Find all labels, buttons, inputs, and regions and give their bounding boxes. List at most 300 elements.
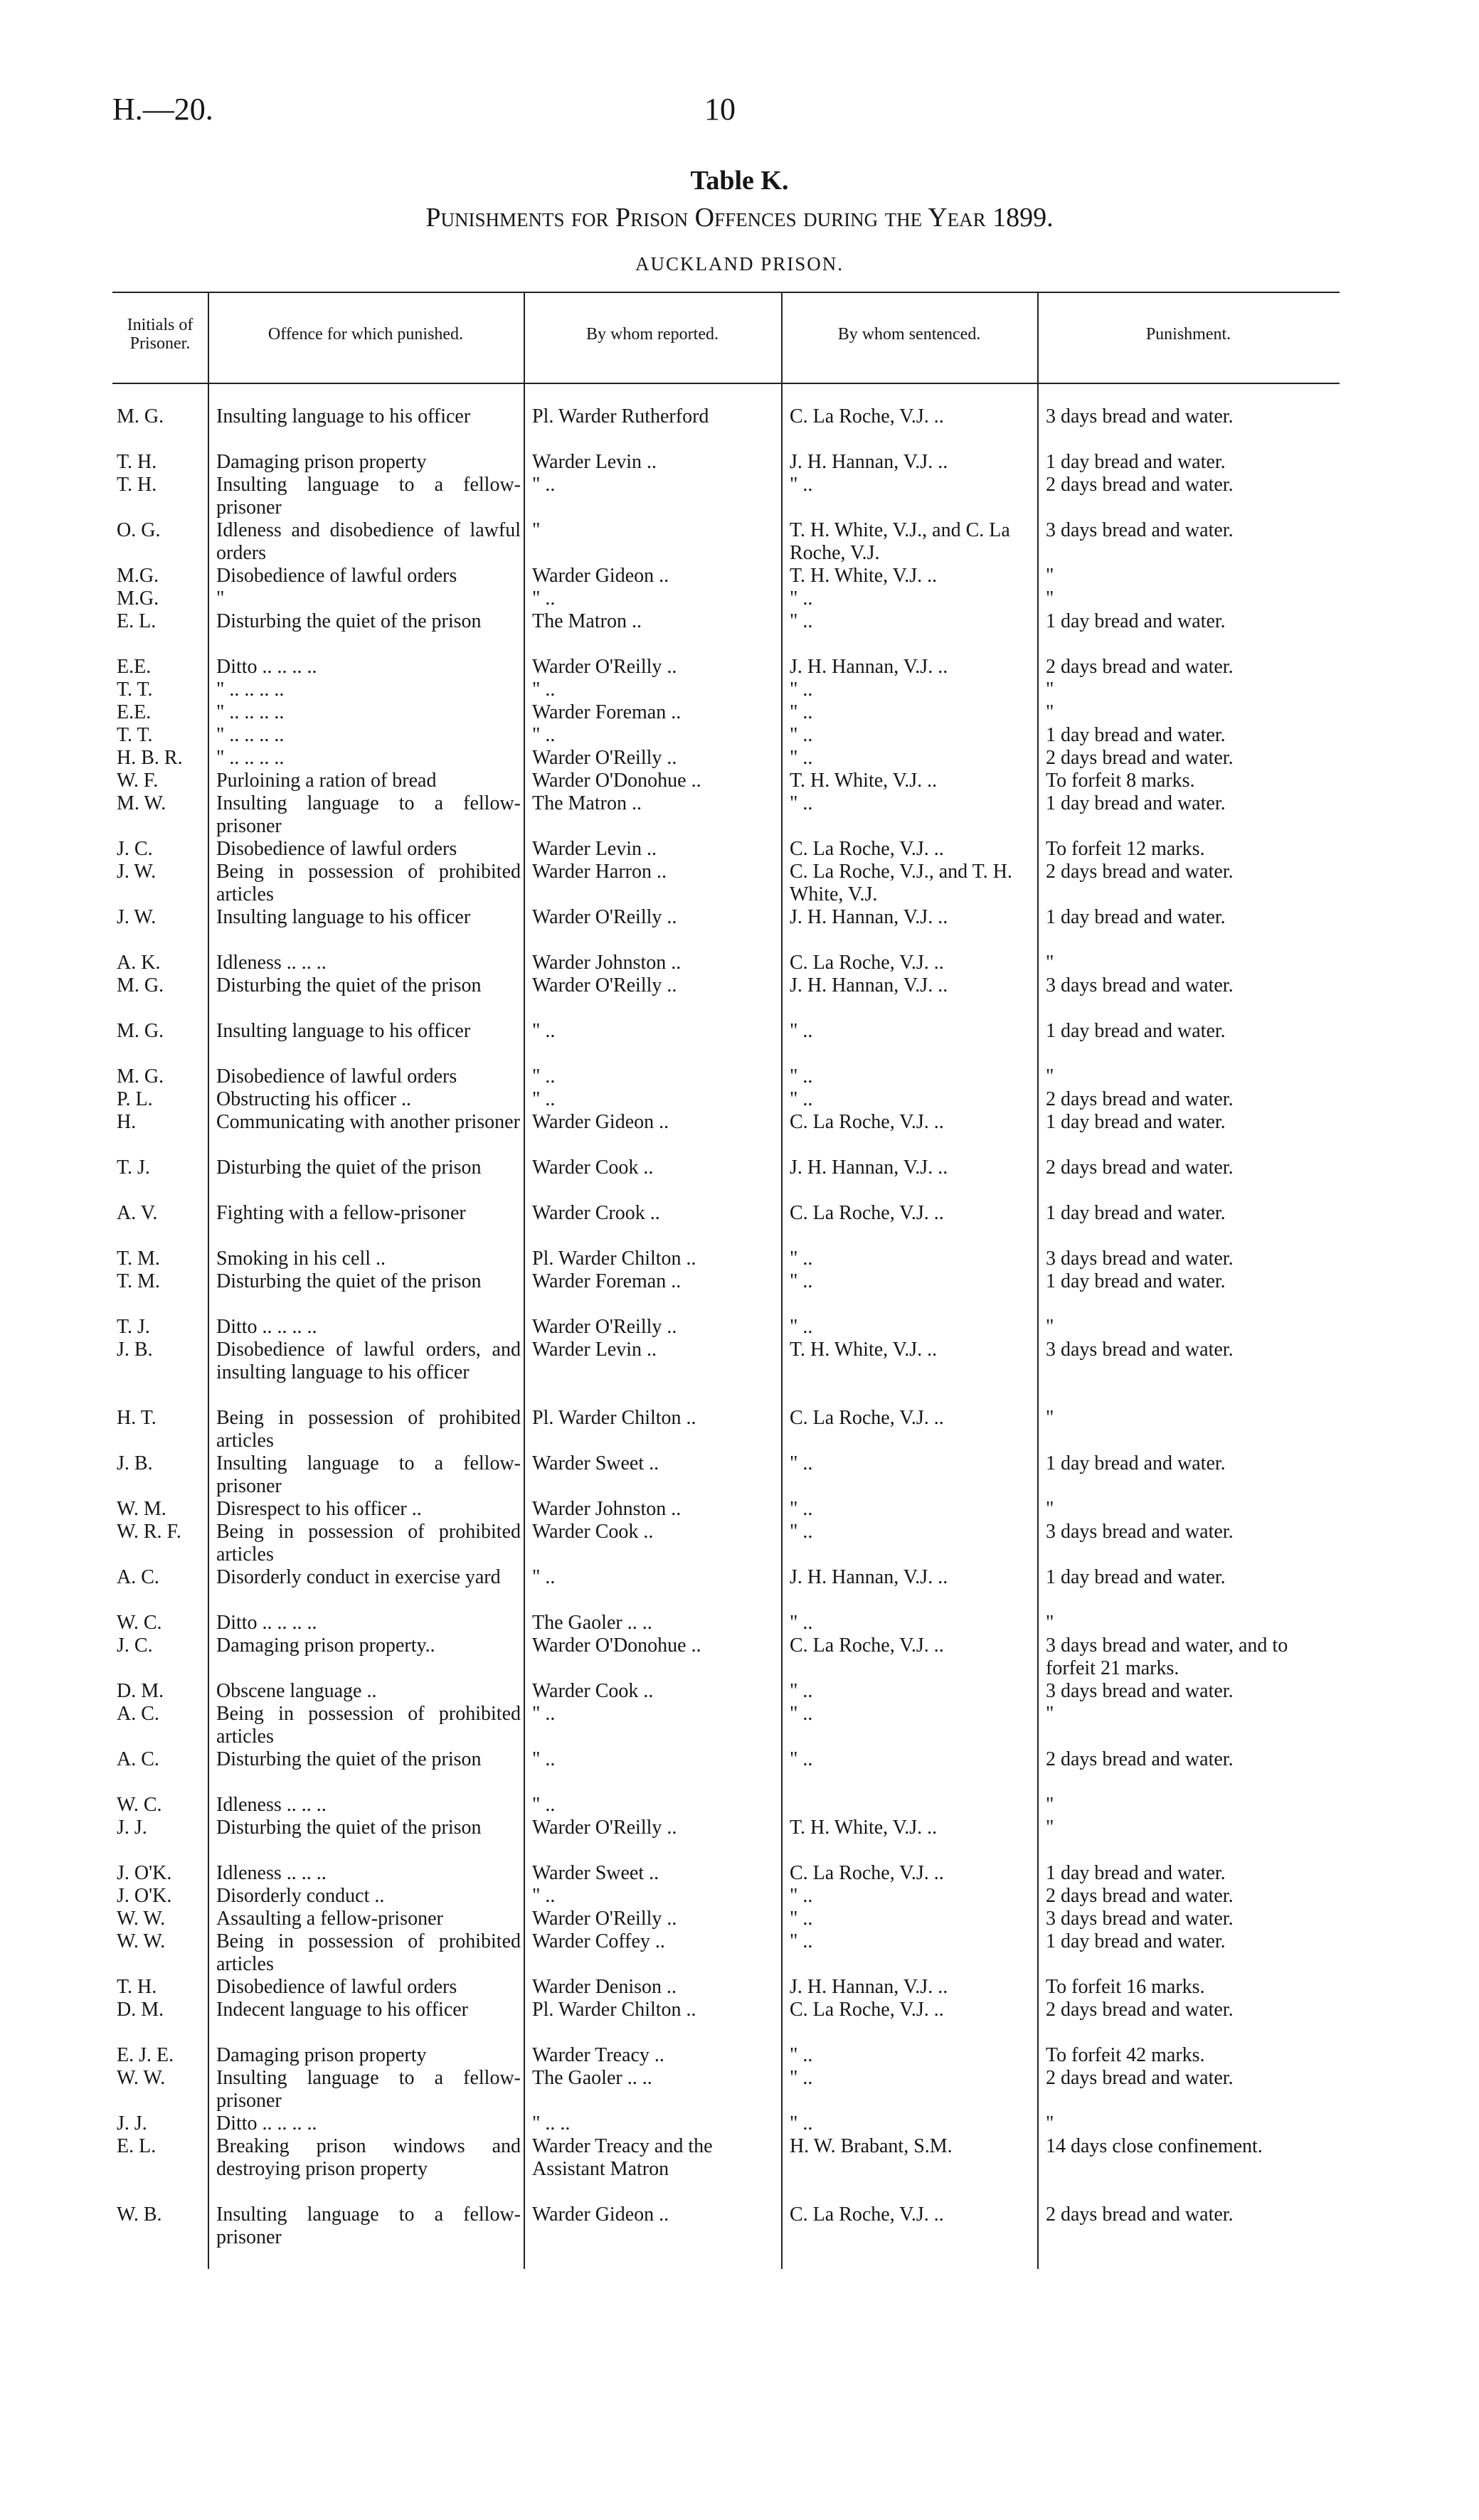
cell-punishment: 1 day bread and water.	[1046, 906, 1226, 928]
table-row	[112, 1452, 1340, 1498]
punishments-table	[112, 292, 1340, 2269]
cell-punishment: "	[1046, 952, 1054, 974]
cell-offence: Disobedience of lawful orders	[216, 838, 457, 860]
table-row	[112, 610, 1340, 656]
cell-sentenced: C. La Roche, V.J. ..	[790, 952, 944, 974]
cell-punishment: 1 day bread and water.	[1046, 1111, 1226, 1133]
cell-offence: Disturbing the quiet of the prison	[216, 1817, 482, 1839]
cell-offence: Insulting language to a fellow-prisoner	[216, 792, 521, 837]
cell-sentenced: J. H. Hannan, V.J. ..	[790, 1976, 948, 1998]
cell-punishment: 3 days bread and water.	[1046, 519, 1234, 541]
table-row	[112, 1157, 1340, 1202]
cell-offence: Disorderly conduct ..	[216, 1885, 385, 1907]
cell-sentenced: " ..	[790, 1452, 813, 1474]
cell-offence: Idleness .. .. ..	[216, 1794, 327, 1816]
cell-reported: Warder Levin ..	[532, 1339, 657, 1361]
cell-punishment: "	[1046, 1612, 1054, 1634]
cell-sentenced: C. La Roche, V.J. ..	[790, 1634, 944, 1657]
cell-punishment: 2 days bread and water.	[1046, 656, 1234, 678]
cell-punishment: "	[1046, 1407, 1054, 1429]
cell-punishment: 1 day bread and water.	[1046, 1452, 1226, 1474]
cell-punishment: 1 day bread and water.	[1046, 792, 1226, 814]
page-number: 10	[704, 92, 736, 127]
cell-reported: " ..	[532, 1566, 556, 1588]
cell-sentenced: C. La Roche, V.J., and T. H. White, V.J.	[790, 861, 1012, 905]
table-row	[112, 588, 1340, 610]
cell-offence: Disorderly conduct in exercise yard	[216, 1566, 501, 1588]
cell-sentenced: " ..	[790, 1612, 813, 1634]
cell-reported: Warder O'Reilly ..	[532, 747, 677, 769]
cell-sentenced: " ..	[790, 1316, 813, 1338]
prison-name: AUCKLAND PRISON.	[635, 253, 844, 275]
cell-offence: Damaging prison property	[216, 451, 427, 473]
cell-offence: " .. .. .. ..	[216, 747, 285, 769]
cell-initials: M. W.	[117, 792, 166, 814]
table-row	[112, 701, 1340, 724]
cell-sentenced: " ..	[790, 2067, 813, 2089]
cell-initials: E.E.	[117, 656, 152, 678]
cell-sentenced: " ..	[790, 1703, 813, 1725]
cell-punishment: 2 days bread and water.	[1046, 1885, 1234, 1907]
table-row	[112, 1817, 1340, 1862]
cell-punishment: "	[1046, 588, 1054, 610]
cell-offence: Being in possession of prohibited articles	[216, 1521, 521, 1565]
cell-reported: Warder Gideon ..	[532, 2203, 669, 2226]
cell-offence: Being in possession of prohibited articles	[216, 1930, 521, 1975]
cell-offence: Insulting language to his officer	[216, 906, 471, 928]
cell-reported: Warder Sweet ..	[532, 1862, 659, 1884]
cell-punishment: "	[1046, 1498, 1054, 1520]
cell-offence: Disturbing the quiet of the prison	[216, 610, 482, 632]
cell-sentenced: " ..	[790, 747, 813, 769]
cell-offence: Disturbing the quiet of the prison	[216, 1157, 482, 1179]
cell-offence: " .. .. .. ..	[216, 679, 285, 701]
cell-initials: A. V.	[117, 1202, 158, 1224]
cell-offence: Disturbing the quiet of the prison	[216, 1270, 482, 1292]
cell-reported: " ..	[532, 724, 556, 746]
cell-punishment: 3 days bread and water, and to forfeit 21 marks.	[1046, 1634, 1288, 1679]
cell-sentenced: " ..	[790, 1498, 813, 1520]
table-row	[112, 1111, 1340, 1157]
table-row	[112, 2067, 1340, 2112]
cell-punishment: "	[1046, 565, 1054, 587]
cell-sentenced: " ..	[790, 1065, 813, 1088]
cell-sentenced: T. H. White, V.J. ..	[790, 1817, 938, 1839]
table-row	[112, 1498, 1340, 1521]
cell-initials: W. F.	[117, 770, 159, 792]
cell-punishment: 3 days bread and water.	[1046, 1908, 1234, 1930]
cell-reported: " ..	[532, 1794, 556, 1816]
cell-initials: T. T.	[117, 724, 153, 746]
cell-initials: M. G.	[117, 1020, 164, 1042]
table-row	[112, 474, 1340, 519]
cell-initials: T. H.	[117, 451, 157, 473]
cell-punishment: 3 days bread and water.	[1046, 1339, 1234, 1361]
cell-sentenced: " ..	[790, 724, 813, 746]
cell-punishment: 1 day bread and water.	[1046, 1930, 1226, 1952]
cell-sentenced: H. W. Brabant, S.M.	[790, 2135, 953, 2157]
cell-punishment: "	[1046, 1794, 1054, 1816]
cell-initials: A. K.	[117, 952, 161, 974]
cell-offence: Damaging prison property..	[216, 1634, 435, 1657]
cell-offence: Disobedience of lawful orders	[216, 1976, 457, 1998]
cell-sentenced: T. H. White, V.J. ..	[790, 770, 938, 792]
cell-sentenced: " ..	[790, 679, 813, 701]
cell-initials: J. W.	[117, 906, 157, 928]
cell-initials: O. G.	[117, 519, 161, 541]
table-row	[112, 1862, 1340, 1885]
cell-offence: Ditto .. .. .. ..	[216, 656, 317, 678]
cell-reported: Warder Cook ..	[532, 1680, 654, 1702]
cell-initials: T. M.	[117, 1248, 160, 1270]
cell-sentenced: C. La Roche, V.J. ..	[790, 2203, 944, 2226]
cell-reported: Pl. Warder Chilton ..	[532, 1999, 696, 2021]
cell-punishment: 2 days bread and water.	[1046, 2203, 1234, 2226]
cell-reported: Warder Foreman ..	[532, 701, 682, 723]
cell-initials: W. M.	[117, 1498, 166, 1520]
cell-reported: Warder O'Reilly ..	[532, 1316, 677, 1338]
cell-sentenced: C. La Roche, V.J. ..	[790, 1407, 944, 1429]
table-row	[112, 792, 1340, 838]
header-offence: Offence for which punished.	[267, 325, 464, 344]
cell-reported: Warder Gideon ..	[532, 565, 669, 587]
cell-reported: The Matron ..	[532, 792, 642, 814]
cell-reported: Warder Denison ..	[532, 1976, 677, 1998]
header-bottom-rule	[112, 383, 1340, 384]
cell-sentenced: " ..	[790, 610, 813, 632]
cell-initials: P. L.	[117, 1088, 153, 1110]
cell-initials: T. T.	[117, 679, 153, 701]
cell-punishment: 1 day bread and water.	[1046, 1020, 1226, 1042]
cell-punishment: 14 days close confinement.	[1046, 2135, 1263, 2157]
cell-sentenced: C. La Roche, V.J. ..	[790, 1862, 944, 1884]
table-row	[112, 770, 1340, 792]
cell-offence: Disrespect to his officer ..	[216, 1498, 422, 1520]
cell-initials: W. C.	[117, 1794, 162, 1816]
cell-punishment: 2 days bread and water.	[1046, 2067, 1234, 2089]
cell-offence: Idleness and disobedience of lawful orders	[216, 519, 521, 564]
table-row	[112, 1634, 1340, 1680]
cell-punishment: 3 days bread and water.	[1046, 1248, 1234, 1270]
cell-initials: M. G.	[117, 405, 164, 427]
table-row	[112, 1680, 1340, 1703]
cell-offence: Insulting language to a fellow-prisoner	[216, 2067, 521, 2112]
cell-initials: E. L.	[117, 610, 157, 632]
cell-initials: J. B.	[117, 1452, 153, 1474]
table-row	[112, 2112, 1340, 2135]
cell-sentenced: J. H. Hannan, V.J. ..	[790, 451, 948, 473]
cell-punishment: 3 days bread and water.	[1046, 1521, 1234, 1543]
cell-offence: Ditto .. .. .. ..	[216, 2112, 317, 2134]
table-row	[112, 2135, 1340, 2203]
cell-punishment: "	[1046, 1817, 1054, 1839]
cell-offence: Being in possession of prohibited articles	[216, 1703, 521, 1748]
cell-offence: Breaking prison windows and destroying prison property	[216, 2135, 521, 2180]
cell-offence: Disturbing the quiet of the prison	[216, 974, 482, 996]
cell-offence: Fighting with a fellow-prisoner	[216, 1202, 466, 1224]
cell-reported: Warder Coffey ..	[532, 1930, 665, 1952]
header-reported: By whom reported.	[586, 325, 719, 344]
table-row	[112, 1908, 1340, 1930]
cell-initials: M. G.	[117, 1065, 164, 1088]
cell-offence: Purloining a ration of bread	[216, 770, 437, 792]
cell-sentenced: " ..	[790, 1930, 813, 1952]
cell-punishment: 1 day bread and water.	[1046, 451, 1226, 473]
cell-offence: Ditto .. .. .. ..	[216, 1316, 317, 1338]
cell-initials: J. O'K.	[117, 1862, 172, 1884]
cell-initials: T. H.	[117, 1976, 157, 1998]
cell-initials: J. W.	[117, 861, 157, 883]
cell-offence: Disobedience of lawful orders	[216, 565, 457, 587]
cell-reported: Warder O'Donohue ..	[532, 1634, 701, 1657]
table-row	[112, 519, 1340, 565]
table-row	[112, 1088, 1340, 1111]
cell-reported: Warder O'Reilly ..	[532, 656, 677, 678]
cell-reported: " ..	[532, 1088, 556, 1110]
table-row	[112, 405, 1340, 451]
table-row	[112, 838, 1340, 861]
cell-offence: "	[216, 588, 225, 610]
cell-offence: Idleness .. .. ..	[216, 952, 327, 974]
cell-offence: Assaulting a fellow-prisoner	[216, 1908, 443, 1930]
cell-offence: Damaging prison property	[216, 2044, 427, 2066]
cell-reported: " .. ..	[532, 2112, 571, 2134]
cell-punishment: "	[1046, 679, 1054, 701]
cell-punishment: 1 day bread and water.	[1046, 1202, 1226, 1224]
cell-sentenced: " ..	[790, 1885, 813, 1907]
cell-initials: A. C.	[117, 1748, 159, 1770]
cell-punishment: 2 days bread and water.	[1046, 474, 1234, 496]
cell-reported: " ..	[532, 1065, 556, 1088]
cell-initials: M.G.	[117, 565, 159, 587]
cell-punishment: To forfeit 8 marks.	[1046, 770, 1195, 792]
cell-sentenced: " ..	[790, 1521, 813, 1543]
table-row	[112, 1020, 1340, 1065]
cell-reported: Pl. Warder Chilton ..	[532, 1407, 696, 1429]
table-row	[112, 1976, 1340, 1999]
cell-sentenced: J. H. Hannan, V.J. ..	[790, 1157, 948, 1179]
cell-offence: Being in possession of prohibited articles	[216, 1407, 521, 1452]
cell-reported: Warder Gideon ..	[532, 1111, 669, 1133]
cell-initials: D. M.	[117, 1999, 164, 2021]
cell-initials: A. C.	[117, 1703, 159, 1725]
cell-offence: Insulting language to a fellow-prisoner	[216, 2203, 521, 2248]
cell-punishment: 2 days bread and water.	[1046, 1157, 1234, 1179]
cell-offence: Disobedience of lawful orders, and insulting language to his officer	[216, 1339, 521, 1383]
cell-initials: W. C.	[117, 1612, 162, 1634]
cell-punishment: "	[1046, 1703, 1054, 1725]
cell-sentenced: " ..	[790, 1680, 813, 1702]
cell-initials: H. B. R.	[117, 747, 183, 769]
table-row	[112, 1703, 1340, 1748]
cell-punishment: 2 days bread and water.	[1046, 1748, 1234, 1770]
cell-initials: J. C.	[117, 1634, 153, 1657]
table-row	[112, 1407, 1340, 1452]
table-row	[112, 1248, 1340, 1270]
cell-reported: Warder Foreman ..	[532, 1270, 682, 1292]
table-row	[112, 1566, 1340, 1612]
cell-initials: M.G.	[117, 588, 159, 610]
cell-sentenced: C. La Roche, V.J. ..	[790, 1111, 944, 1133]
cell-punishment: "	[1046, 701, 1054, 723]
cell-sentenced: " ..	[790, 1088, 813, 1110]
table-row	[112, 1930, 1340, 1976]
cell-initials: D. M.	[117, 1680, 164, 1702]
cell-reported: " ..	[532, 588, 556, 610]
cell-punishment: 1 day bread and water.	[1046, 1566, 1226, 1588]
table-row	[112, 1748, 1340, 1794]
table-row	[112, 1270, 1340, 1316]
cell-sentenced: C. La Roche, V.J. ..	[790, 838, 944, 860]
cell-offence: Insulting language to a fellow-prisoner	[216, 474, 521, 519]
cell-reported: Warder Sweet ..	[532, 1452, 659, 1474]
cell-punishment: 2 days bread and water.	[1046, 1088, 1234, 1110]
cell-reported: " ..	[532, 1748, 556, 1770]
cell-offence: Being in possession of prohibited articles	[216, 861, 521, 905]
cell-offence: Obstructing his officer ..	[216, 1088, 411, 1110]
cell-offence: Communicating with another prisoner	[216, 1111, 520, 1133]
table-row	[112, 724, 1340, 747]
cell-reported: Warder Cook ..	[532, 1157, 654, 1179]
cell-initials: H. T.	[117, 1407, 157, 1429]
cell-reported: Warder O'Reilly ..	[532, 974, 677, 996]
cell-sentenced: " ..	[790, 1908, 813, 1930]
header-sentenced: By whom sentenced.	[837, 325, 981, 344]
cell-punishment: 3 days bread and water.	[1046, 405, 1234, 427]
cell-initials: A. C.	[117, 1566, 159, 1588]
cell-punishment: 1 day bread and water.	[1046, 1862, 1226, 1884]
cell-initials: W. W.	[117, 1908, 166, 1930]
cell-offence: " .. .. .. ..	[216, 701, 285, 723]
cell-sentenced: J. H. Hannan, V.J. ..	[790, 974, 948, 996]
cell-initials: J. O'K.	[117, 1885, 172, 1907]
cell-reported: The Gaoler .. ..	[532, 2067, 652, 2089]
cell-initials: W. R. F.	[117, 1521, 181, 1543]
table-row	[112, 747, 1340, 770]
table-title: Table K.	[690, 166, 789, 196]
cell-reported: Warder O'Reilly ..	[532, 906, 677, 928]
cell-sentenced: J. H. Hannan, V.J. ..	[790, 656, 948, 678]
cell-offence: Disturbing the quiet of the prison	[216, 1748, 482, 1770]
cell-reported: Warder O'Reilly ..	[532, 1908, 677, 1930]
cell-offence: Insulting language to his officer	[216, 1020, 471, 1042]
cell-punishment: "	[1046, 2112, 1054, 2134]
cell-punishment: 1 day bread and water.	[1046, 610, 1226, 632]
table-row	[112, 861, 1340, 906]
table-row	[112, 656, 1340, 679]
cell-initials: H.	[117, 1111, 137, 1133]
cell-offence: Indecent language to his officer	[216, 1999, 469, 2021]
cell-punishment: "	[1046, 1316, 1054, 1338]
cell-reported: Pl. Warder Chilton ..	[532, 1248, 696, 1270]
header-punishment: Punishment.	[1145, 325, 1231, 344]
table-row	[112, 1316, 1340, 1339]
cell-sentenced: J. H. Hannan, V.J. ..	[790, 906, 948, 928]
cell-sentenced: T. H. White, V.J., and C. La Roche, V.J.	[790, 519, 1010, 564]
table-row	[112, 974, 1340, 1020]
cell-sentenced: T. H. White, V.J. ..	[790, 565, 938, 587]
cell-punishment: To forfeit 42 marks.	[1046, 2044, 1205, 2066]
cell-reported: Warder Treacy ..	[532, 2044, 664, 2066]
cell-sentenced: J. H. Hannan, V.J. ..	[790, 1566, 948, 1588]
cell-initials: W. W.	[117, 1930, 166, 1952]
cell-offence: " .. .. .. ..	[216, 724, 285, 746]
cell-reported: Warder O'Reilly ..	[532, 1817, 677, 1839]
cell-initials: T. J.	[117, 1157, 150, 1179]
table-row	[112, 1612, 1340, 1634]
cell-offence: Insulting language to his officer	[216, 405, 471, 427]
table-row	[112, 1885, 1340, 1908]
cell-punishment: 3 days bread and water.	[1046, 1680, 1234, 1702]
cell-reported: Warder Levin ..	[532, 838, 657, 860]
table-subtitle: Punishments for Prison Offences during the Year 1899.	[425, 203, 1054, 233]
cell-sentenced: C. La Roche, V.J. ..	[790, 1202, 944, 1224]
cell-reported: Warder Levin ..	[532, 451, 657, 473]
cell-reported: Warder Cook ..	[532, 1521, 654, 1543]
cell-reported: " ..	[532, 1703, 556, 1725]
cell-offence: Disobedience of lawful orders	[216, 1065, 457, 1088]
table-row	[112, 1202, 1340, 1248]
table-row	[112, 1521, 1340, 1566]
cell-reported: Warder Treacy and the Assistant Matron	[532, 2135, 713, 2180]
cell-reported: " ..	[532, 679, 556, 701]
cell-initials: E. L.	[117, 2135, 157, 2157]
cell-sentenced: T. H. White, V.J. ..	[790, 1339, 938, 1361]
cell-reported: " ..	[532, 1885, 556, 1907]
cell-offence: Idleness .. .. ..	[216, 1862, 327, 1884]
cell-reported: Warder O'Donohue ..	[532, 770, 701, 792]
cell-punishment: 1 day bread and water.	[1046, 724, 1226, 746]
cell-offence: Ditto .. .. .. ..	[216, 1612, 317, 1634]
table-row	[112, 1794, 1340, 1817]
table-row	[112, 1999, 1340, 2044]
cell-sentenced: " ..	[790, 1248, 813, 1270]
cell-initials: J. B.	[117, 1339, 153, 1361]
cell-sentenced: " ..	[790, 1748, 813, 1770]
cell-reported: The Matron ..	[532, 610, 642, 632]
cell-reported: Pl. Warder Rutherford	[532, 405, 709, 427]
cell-punishment: To forfeit 12 marks.	[1046, 838, 1205, 860]
cell-offence: Smoking in his cell ..	[216, 1248, 386, 1270]
table-row	[112, 679, 1340, 701]
cell-punishment: 3 days bread and water.	[1046, 974, 1234, 996]
cell-sentenced: " ..	[790, 1020, 813, 1042]
cell-initials: W. W.	[117, 2067, 166, 2089]
cell-sentenced: " ..	[790, 2044, 813, 2066]
cell-sentenced	[790, 1794, 1034, 1817]
table-row	[112, 2044, 1340, 2067]
cell-initials: J. C.	[117, 838, 153, 860]
cell-reported: Warder Crook ..	[532, 1202, 660, 1224]
cell-offence: Obscene language ..	[216, 1680, 377, 1702]
cell-punishment: 2 days bread and water.	[1046, 747, 1234, 769]
cell-initials: J. J.	[117, 2112, 147, 2134]
cell-punishment: To forfeit 16 marks.	[1046, 1976, 1205, 1998]
cell-sentenced: " ..	[790, 2112, 813, 2134]
cell-sentenced: " ..	[790, 1270, 813, 1292]
cell-reported: " ..	[532, 1020, 556, 1042]
cell-initials: E.E.	[117, 701, 152, 723]
cell-reported: Warder Harron ..	[532, 861, 667, 883]
cell-sentenced: " ..	[790, 474, 813, 496]
table-row	[112, 2203, 1340, 2249]
cell-punishment: 2 days bread and water.	[1046, 1999, 1234, 2021]
cell-initials: W. B.	[117, 2203, 162, 2226]
table-row	[112, 451, 1340, 474]
cell-sentenced: " ..	[790, 792, 813, 814]
cell-initials: T. M.	[117, 1270, 160, 1292]
table-row	[112, 565, 1340, 588]
